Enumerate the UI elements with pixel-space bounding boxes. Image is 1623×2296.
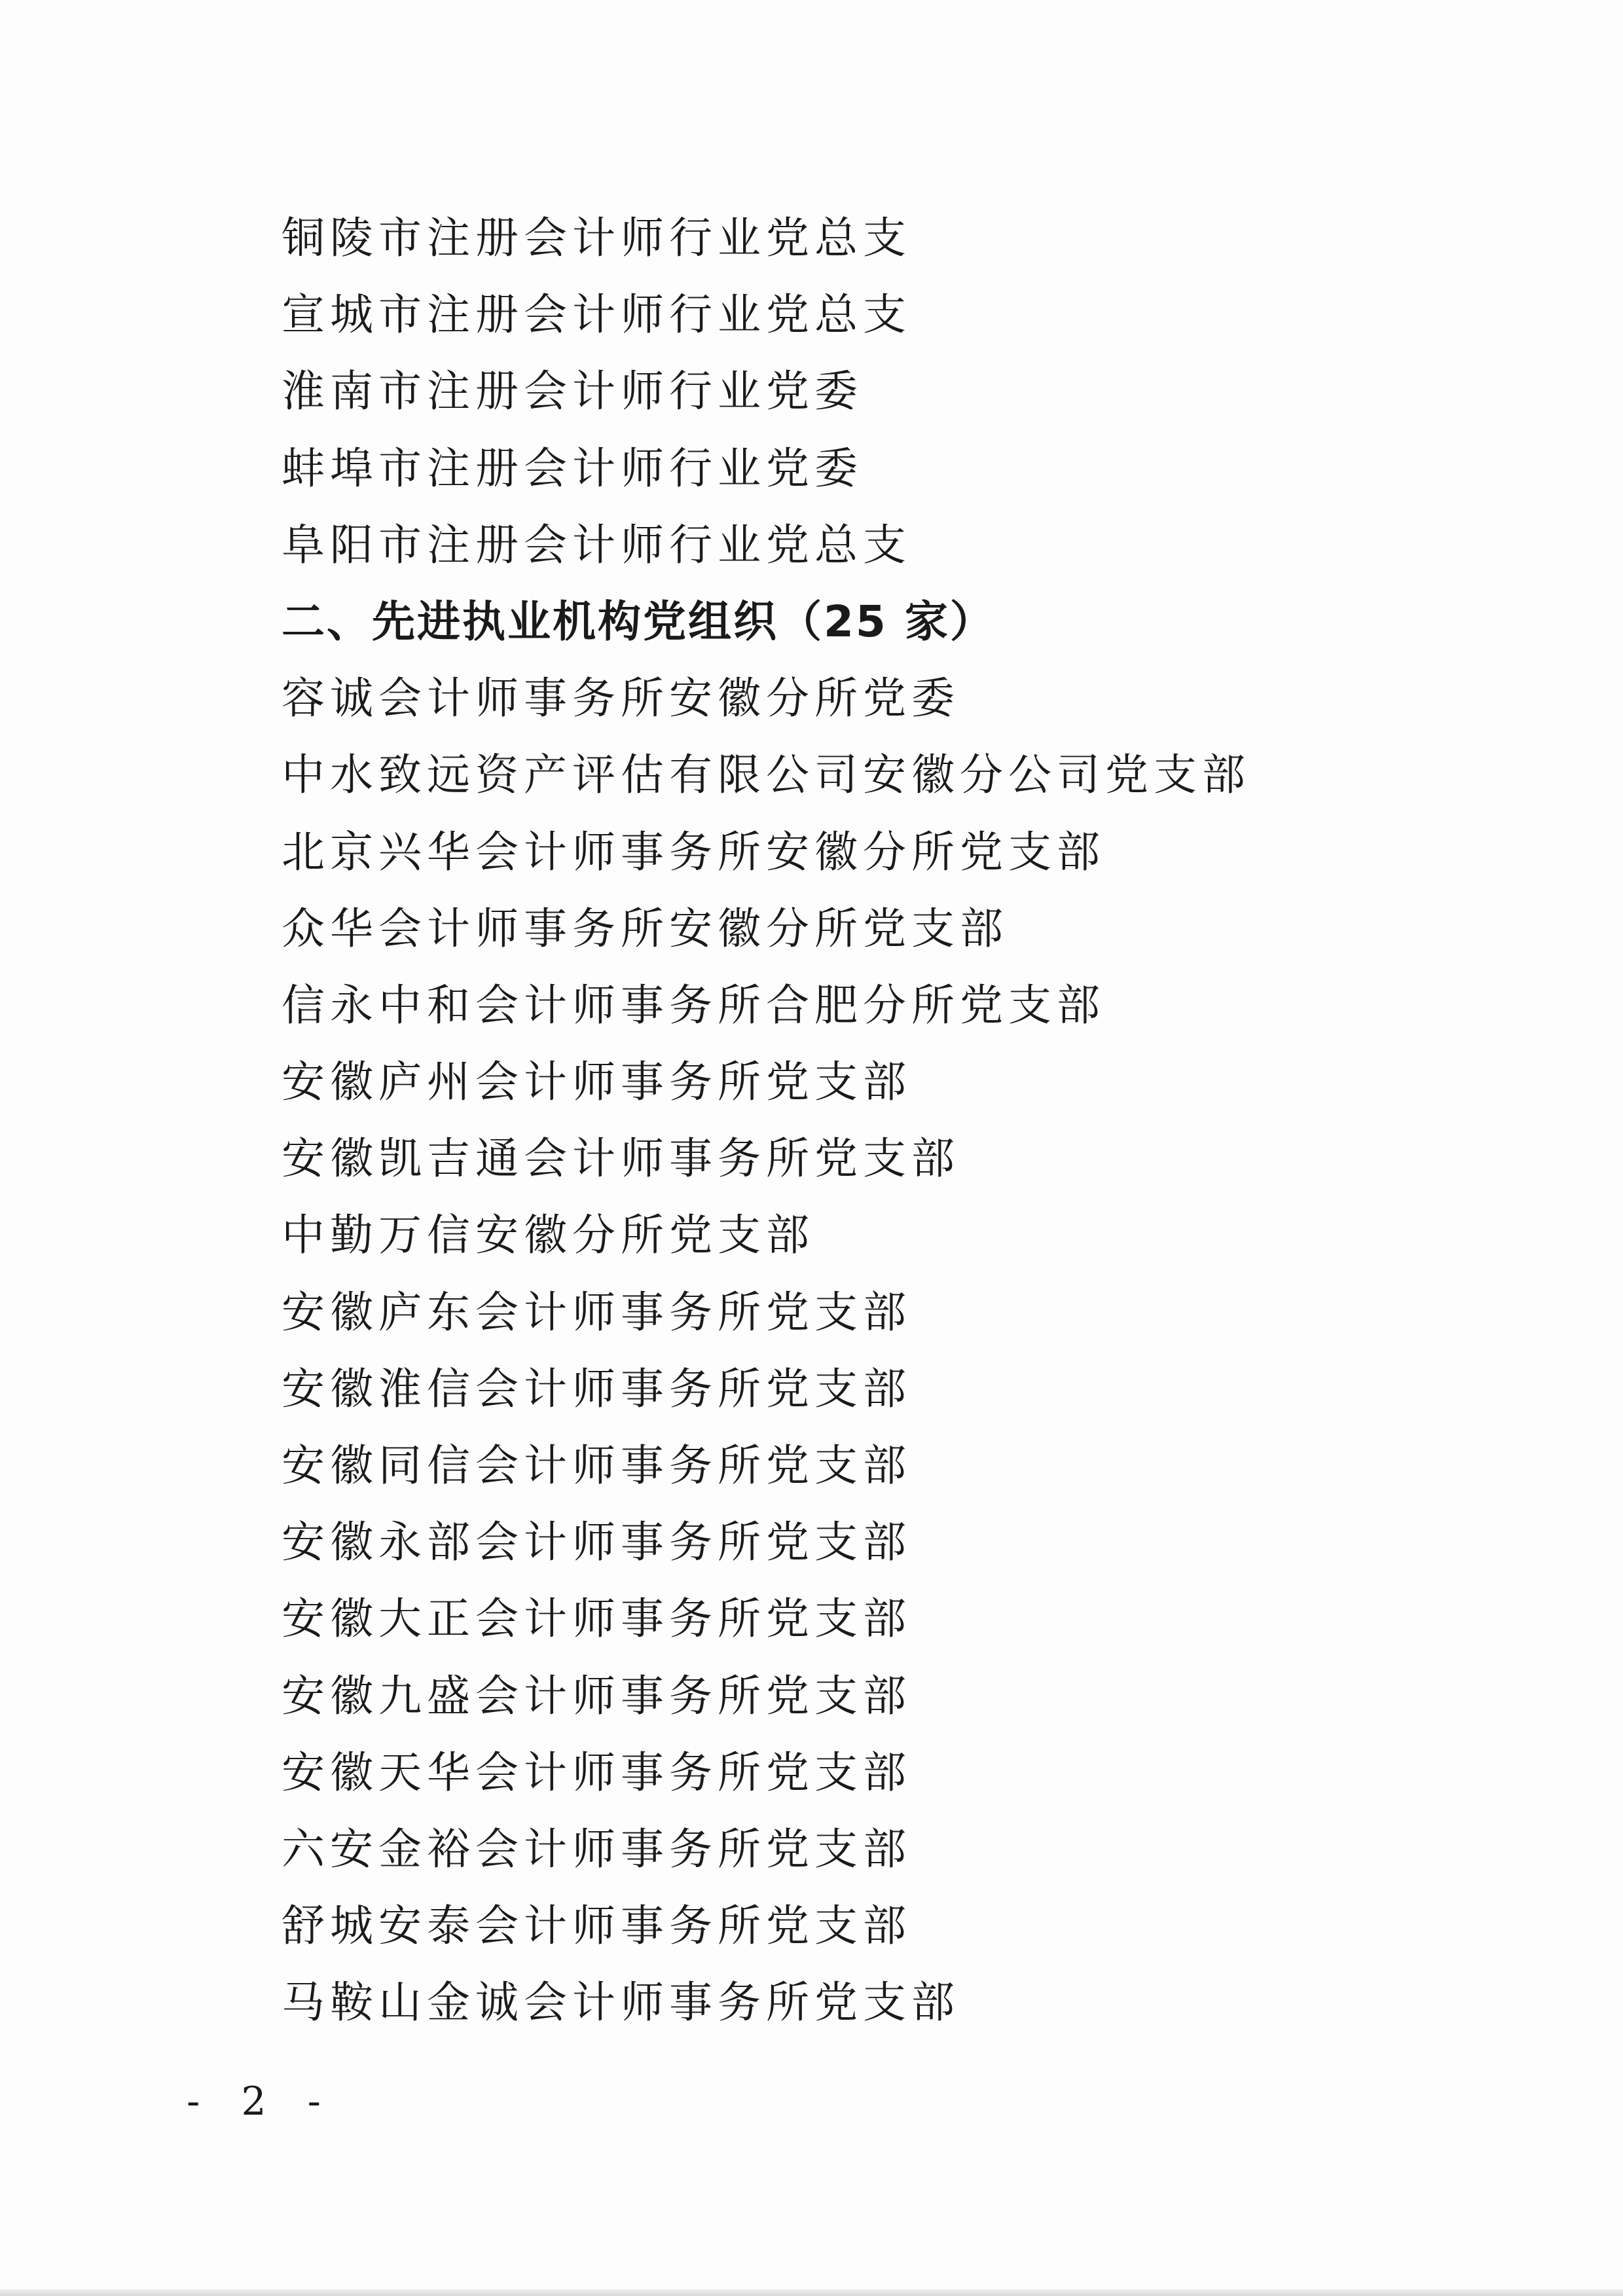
list-item: 中勤万信安徽分所党支部: [282, 1210, 814, 1261]
list-item: 宣城市注册会计师行业党总支: [282, 289, 911, 340]
organization-list: [282, 200, 1250, 2041]
list-item: 铜陵市注册会计师行业党总支: [282, 213, 911, 263]
list-item: 容诚会计师事务所安徽分所党委: [282, 673, 960, 724]
list-item: 中水致远资产评估有限公司安徽分公司党支部: [282, 750, 1250, 801]
list-item: 蚌埠市注册会计师行业党委: [282, 443, 863, 494]
list-item: 众华会计师事务所安徽分所党支部: [282, 903, 1008, 954]
list-item: 马鞍山金诚会计师事务所党支部: [282, 1977, 960, 2028]
list-item: 淮南市注册会计师行业党委: [282, 366, 863, 417]
list-item: 阜阳市注册会计师行业党总支: [282, 519, 911, 570]
list-item: 安徽天华会计师事务所党支部: [282, 1747, 911, 1798]
list-item: 安徽大正会计师事务所党支部: [282, 1594, 911, 1645]
list-item: 六安金裕会计师事务所党支部: [282, 1823, 911, 1874]
list-item: 舒城安泰会计师事务所党支部: [282, 1901, 911, 1952]
list-item: 安徽庐州会计师事务所党支部: [282, 1057, 911, 1108]
scan-edge-divider: [0, 2289, 1623, 2296]
list-item: 安徽同信会计师事务所党支部: [282, 1440, 911, 1491]
list-item: 安徽九盛会计师事务所党支部: [282, 1670, 911, 1721]
list-item: 安徽庐东会计师事务所党支部: [282, 1286, 911, 1338]
list-item: 安徽淮信会计师事务所党支部: [282, 1363, 911, 1414]
list-item: 安徽永部会计师事务所党支部: [282, 1517, 911, 1568]
page-number: - 2 -: [187, 2079, 335, 2124]
list-item: 信永中和会计师事务所合肥分所党支部: [282, 979, 1105, 1030]
list-item: 北京兴华会计师事务所安徽分所党支部: [282, 826, 1105, 877]
section-heading: 二、先进执业机构党组织（25 家）: [282, 596, 995, 647]
list-item: 安徽凯吉通会计师事务所党支部: [282, 1133, 960, 1184]
